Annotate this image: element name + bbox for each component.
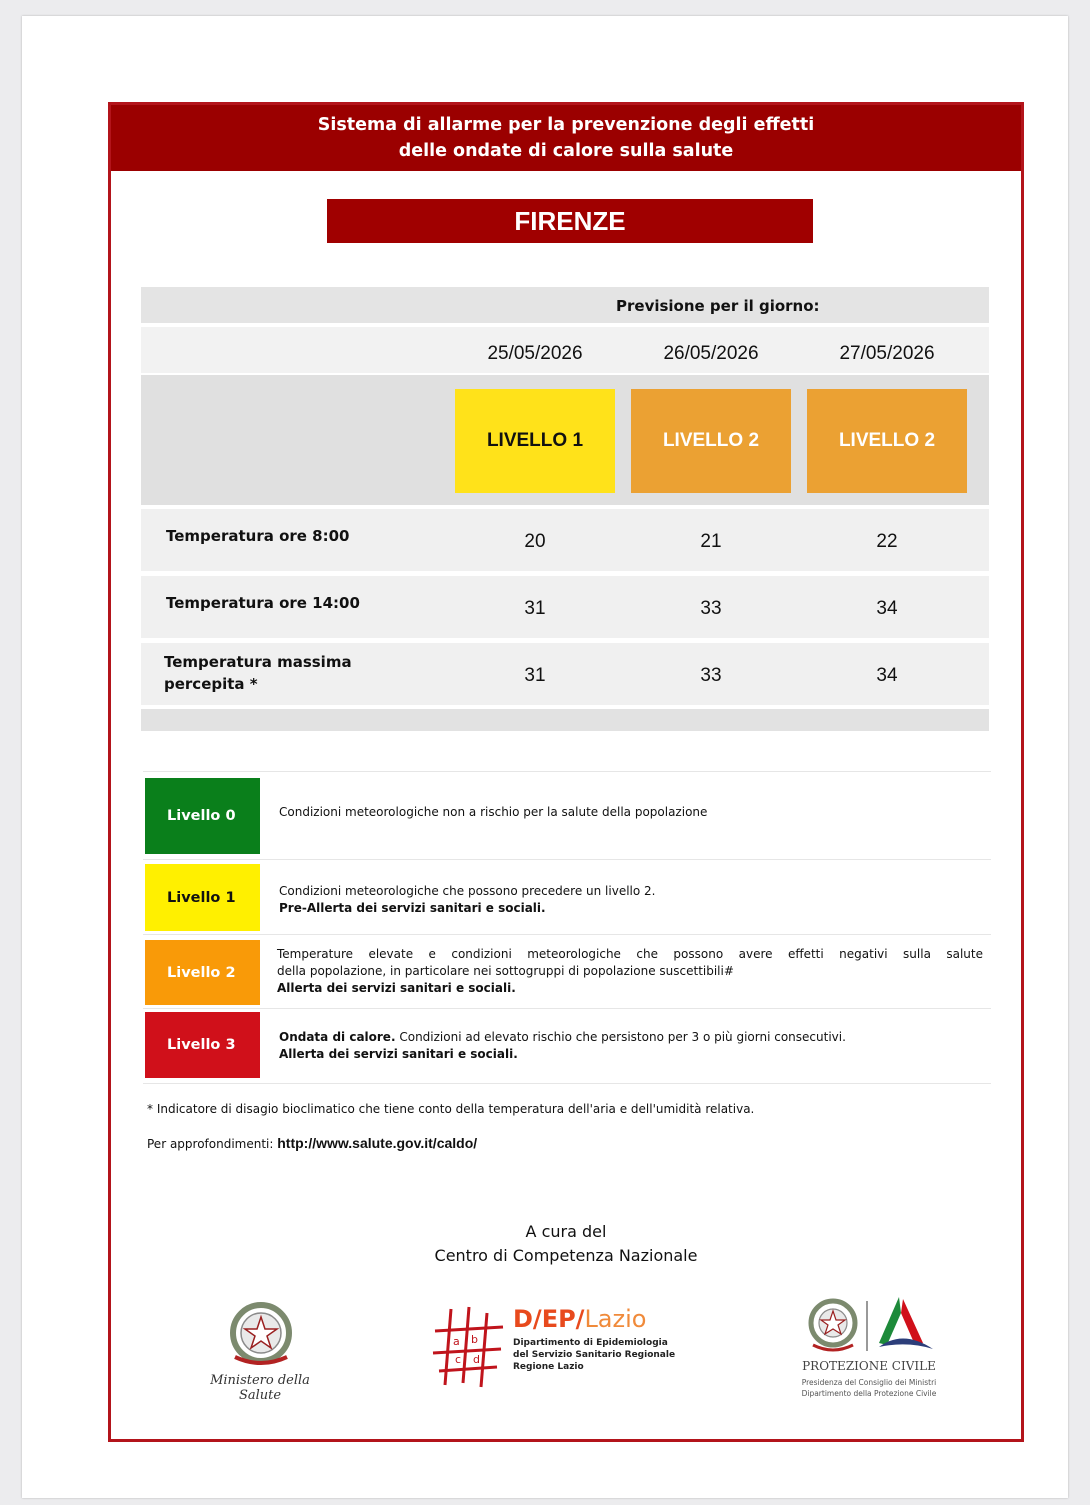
legend-description: Temperature elevate e condizioni meteorologiche che possono avere effetti negativi sulla salute della popolazione, in particolare nei sottogruppi di popolazione suscettibili# Allerta dei servizi sanitari e sociali. — [277, 947, 983, 995]
legend-level-name: Livello 3 — [167, 1037, 236, 1053]
row-value: 34 — [876, 665, 898, 686]
more-info — [147, 1135, 477, 1151]
table-row — [141, 576, 989, 638]
row-value: 22 — [876, 531, 898, 552]
legend-level-name: Livello 1 — [167, 889, 236, 906]
table-row — [141, 509, 989, 571]
legend-swatch-livello-2 — [145, 940, 260, 1005]
row-value: 21 — [700, 531, 722, 552]
forecast-levels-row — [141, 375, 989, 505]
header-banner — [111, 105, 1021, 171]
protezione-title: PROTEZIONE CIVILE — [802, 1359, 936, 1373]
dep-lazio-logo: a b c d D/EP/Lazio Dipartimento di Epidemiologia del Servizio Sanitario Regionale Regione Lazio — [431, 1303, 691, 1393]
svg-text:c: c — [455, 1353, 462, 1366]
dep-line-1: Dipartimento di Epidemiologia — [513, 1338, 668, 1348]
row-value: 33 — [700, 665, 722, 686]
dep-brand-d: D — [513, 1305, 533, 1333]
divider — [143, 771, 991, 772]
document-page — [22, 16, 1068, 1498]
row-value: 34 — [876, 598, 898, 619]
level-badge-day-1: LIVELLO 1 — [455, 389, 615, 493]
forecast-heading-bar — [141, 287, 989, 323]
divider — [143, 1008, 991, 1009]
table-footer-bar — [141, 709, 989, 731]
level-badge-day-3: LIVELLO 2 — [807, 389, 967, 493]
header-line-1: Sistema di allarme per la prevenzione degli effetti — [317, 115, 815, 135]
legend-swatch-livello-3 — [145, 1012, 260, 1078]
row-value: 33 — [700, 598, 722, 619]
svg-text:d: d — [473, 1353, 480, 1366]
row-label — [164, 651, 352, 695]
divider — [143, 934, 991, 935]
credit-line-1: A cura del — [525, 1222, 607, 1241]
ministero-logo — [195, 1299, 325, 1403]
more-info-link[interactable]: http://www.salute.gov.it/caldo/ — [277, 1135, 478, 1151]
legend-swatch-livello-0 — [145, 778, 260, 854]
row-value: 31 — [524, 598, 546, 619]
more-info-label: Per approfondimenti: — [147, 1137, 274, 1151]
protezione-civile-logo — [799, 1293, 949, 1403]
forecast-heading: Previsione per il giorno: — [616, 297, 820, 315]
city-title: FIRENZE — [327, 199, 813, 243]
protezione-civile-icon — [803, 1293, 943, 1359]
row-value: 31 — [524, 665, 546, 686]
bulletin-frame — [108, 102, 1024, 1442]
legend-level-name: Livello 0 — [167, 808, 236, 824]
credit-line-2: Centro di Competenza Nazionale — [434, 1246, 698, 1265]
footnote: * Indicatore di disagio bioclimatico che tiene conto della temperatura dell'aria e dell'umidità relativa. — [147, 1102, 755, 1116]
forecast-date-1: 25/05/2026 — [487, 343, 583, 364]
legend-level-name: Livello 2 — [167, 964, 236, 981]
divider — [143, 1083, 991, 1084]
dep-brand-ep: EP — [541, 1305, 576, 1333]
row-value: 20 — [524, 531, 546, 552]
legend-description: Condizioni meteorologiche che possono precedere un livello 2. Pre-Allerta dei servizi sanitari e sociali. — [279, 884, 656, 915]
row-label: Temperatura ore 8:00 — [166, 527, 350, 545]
level-badge-day-2: LIVELLO 2 — [631, 389, 791, 493]
dep-line-2: del Servizio Sanitario Regionale — [513, 1350, 676, 1360]
forecast-date-3: 27/05/2026 — [839, 343, 935, 364]
dep-monogram-icon — [431, 1303, 511, 1389]
ministero-label: Ministero della Salute — [210, 1373, 310, 1403]
dep-brand-region: Lazio — [584, 1305, 647, 1333]
protezione-line-1: Presidenza del Consiglio dei Ministri — [801, 1378, 937, 1387]
protezione-line-2: Dipartimento della Protezione Civile — [801, 1389, 937, 1398]
forecast-dates-row — [141, 327, 989, 373]
legend-description: Condizioni meteorologiche non a rischio per la salute della popolazione — [279, 805, 708, 819]
divider — [143, 859, 991, 860]
legend-description: Ondata di calore. Condizioni ad elevato rischio che persistono per 3 o più giorni consecutivi. Allerta dei servizi sanitari e sociali. — [279, 1030, 846, 1061]
row-label-line-2: percepita * — [164, 675, 258, 693]
row-label-line-1: Temperatura massima — [164, 653, 352, 671]
legend-swatch-livello-1 — [145, 864, 260, 931]
table-row — [141, 643, 989, 705]
dep-line-3: Regione Lazio — [513, 1362, 584, 1372]
forecast-date-2: 26/05/2026 — [663, 343, 759, 364]
republic-emblem-icon — [221, 1299, 301, 1371]
svg-text:a: a — [453, 1335, 460, 1348]
svg-text:b: b — [471, 1333, 478, 1346]
row-label: Temperatura ore 14:00 — [166, 594, 360, 612]
header-line-2: delle ondate di calore sulla salute — [398, 141, 734, 161]
